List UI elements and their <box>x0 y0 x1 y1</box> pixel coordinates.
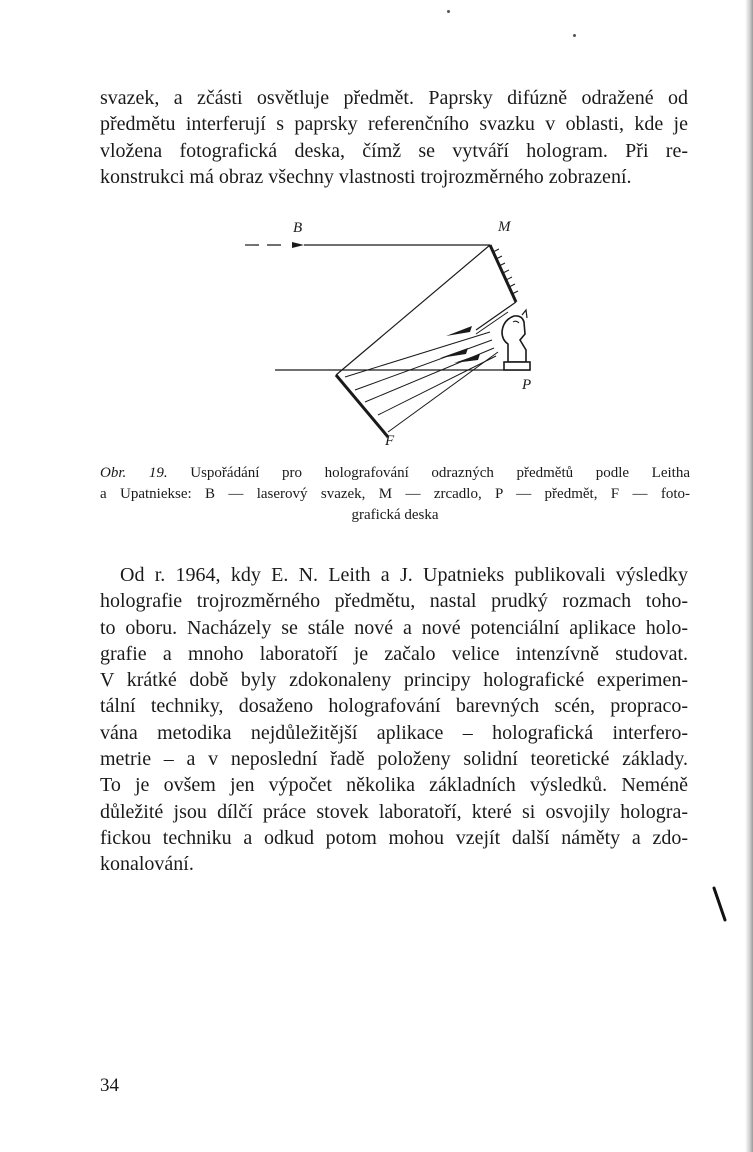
text-line: vána metodika nejdůležitější aplikace – holografická interfero- <box>100 721 688 744</box>
text-line: holografie trojrozměrného předmětu, nastal prudký rozmach toho- <box>100 590 688 613</box>
mirror-hatching <box>493 249 518 294</box>
text-line: vložena fotografická deska, čímž se vytváří hologram. Při re- <box>100 139 688 162</box>
scan-speck <box>573 34 576 37</box>
paragraph-intro <box>100 85 688 190</box>
page-edge-shadow <box>745 0 753 1152</box>
scan-speck <box>447 10 450 13</box>
text-line: fickou techniku a odkud potom mohou vzejít další náměty a zdo- <box>100 826 688 849</box>
laser-beam-arrow <box>292 242 304 248</box>
text-line: to oboru. Nacházely se stále nové a nové potenciální aplikace holo- <box>100 616 688 639</box>
text-line: konalování. <box>100 853 194 876</box>
ray-arrows <box>440 326 480 363</box>
text-line: V krátké době byly zdokonaleny principy holografické experimen- <box>100 669 688 692</box>
caption-line: grafická deska <box>351 507 439 523</box>
chess-knight-object <box>502 310 530 370</box>
hologram-setup-diagram <box>240 212 540 462</box>
text-line: grafie a mnoho laboratoří je začalo velice intenzívně studovat. <box>100 642 688 665</box>
text-line: svazek, a zčásti osvětluje předmět. Paprsky difúzně odražené od <box>100 87 688 109</box>
figure-caption <box>100 463 690 526</box>
page-number: 34 <box>100 1075 119 1096</box>
label-mirror-m: M <box>498 219 511 235</box>
text-line: Od r. 1964, kdy E. N. Leith a J. Upatnieks publikovali výsledky <box>120 564 688 586</box>
plate-back-edge <box>336 375 385 432</box>
label-beam-b: B <box>293 220 303 236</box>
label-plate-f: F <box>385 433 395 449</box>
paragraph-history <box>100 562 688 878</box>
caption-line <box>100 463 690 484</box>
caption-text: Uspořádání pro holografování odrazných předmětů podle Leitha <box>190 465 690 481</box>
caption-line: a Upatniekse: B — laserový svazek, M — zrcadlo, P — předmět, F — foto- <box>100 486 690 502</box>
text-line: tální techniky, dosaženo holografování barevných scén, propraco- <box>100 695 688 718</box>
caption-figure-ref: Obr. 19. <box>100 465 168 481</box>
text-line: konstrukci má obraz všechny vlastnosti trojrozměrného zobrazení. <box>100 165 632 188</box>
label-object-p: P <box>522 377 532 393</box>
diagram-svg <box>240 212 540 462</box>
text-line: důležité jsou dílčí práce stovek laboratoří, které si osvojily hologra- <box>100 800 688 823</box>
scattered-rays <box>345 332 496 415</box>
text-line: To je ovšem jen výpočet několika základních výsledků. Neméně <box>100 774 688 797</box>
text-line: předmětu interferují s paprsky referenčního svazku v oblasti, kde je <box>100 113 688 136</box>
plate-top-edge <box>388 352 498 432</box>
text-line: metrie – a v neposlední řadě položeny solidní teoretické základy. <box>100 748 688 771</box>
stray-pen-mark <box>712 886 728 922</box>
